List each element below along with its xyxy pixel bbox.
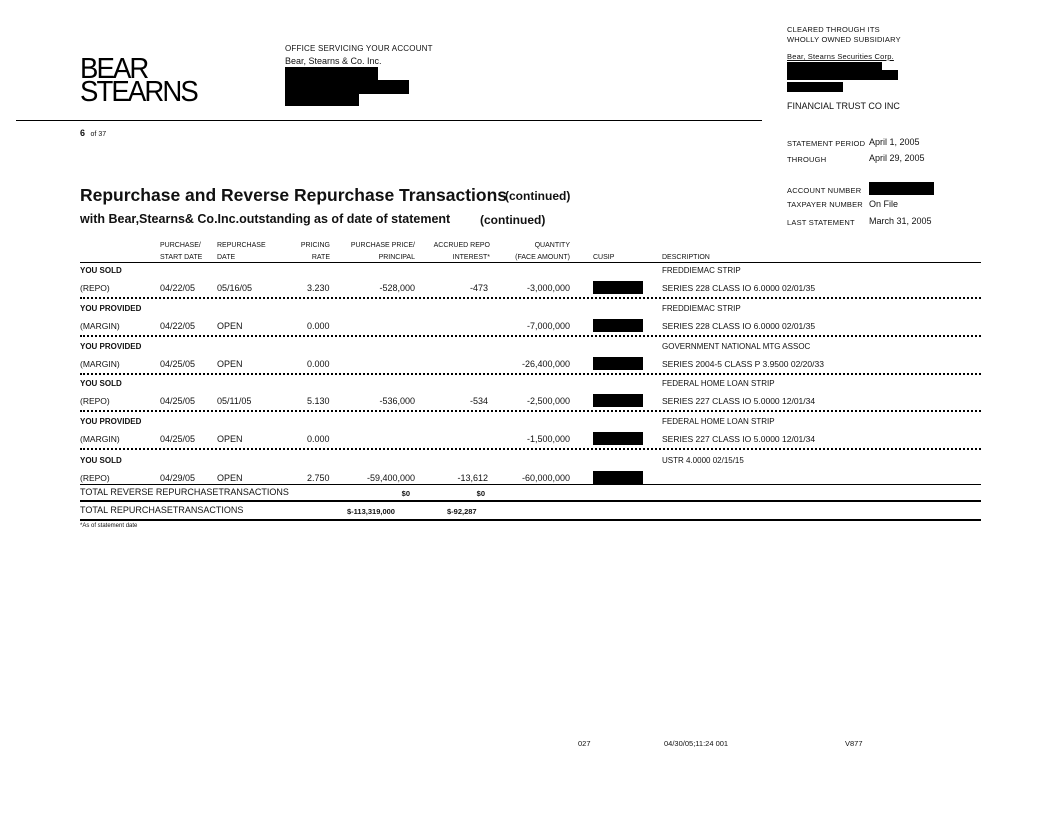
redacted-cusip: [593, 281, 643, 294]
clearing-line-1: CLEARED THROUGH ITS: [787, 25, 880, 34]
section-subtitle: with Bear,Stearns& Co.Inc.outstanding as of date of statement: [80, 212, 451, 226]
row-heading: YOU PROVIDED: [80, 417, 142, 426]
row-pricing-rate: 3.230: [307, 283, 330, 293]
bear-stearns-logo: [80, 53, 197, 108]
row-start-date: 04/25/05: [160, 396, 196, 406]
taxpayer-number-value: On File: [869, 199, 899, 209]
redacted-clearing-3: [787, 82, 843, 92]
row-repurchase-date: OPEN: [217, 359, 243, 369]
redacted-address-1: [285, 67, 378, 80]
row-type: (MARGIN): [80, 359, 120, 369]
row-type: (REPO): [80, 473, 110, 483]
row-separator: [80, 297, 981, 299]
col-repurchase-date: [217, 240, 266, 264]
row-description-line2: SERIES 228 CLASS IO 6.0000 02/01/35: [662, 321, 816, 331]
footnote: *As of statement date: [80, 523, 138, 529]
col-repurchase-line1: REPURCHASE: [217, 242, 266, 249]
totals-bottom-rule: [80, 519, 981, 521]
section-title: Repurchase and Reverse Repurchase Transactions: [80, 185, 507, 205]
row-principal: -59,400,000: [366, 473, 415, 483]
row-pricing-rate: 0.000: [307, 434, 330, 444]
row-description-line2: SERIES 228 CLASS IO 6.0000 02/01/35: [662, 283, 816, 293]
col-quantity-line2: (FACE AMOUNT): [515, 254, 570, 261]
clearing-name: Bear, Stearns Securities Corp.: [787, 52, 894, 61]
section-subtitle-continued: (continued): [480, 213, 546, 227]
office-name: Bear, Stearns & Co. Inc.: [285, 56, 382, 66]
row-heading: YOU PROVIDED: [80, 304, 142, 313]
redacted-cusip: [593, 432, 643, 445]
page-number: 6: [80, 128, 86, 138]
row-separator: [80, 373, 981, 375]
total-reverse-label: TOTAL REVERSE REPURCHASETRANSACTIONS: [80, 487, 289, 497]
account-number-label: ACCOUNT NUMBER: [787, 186, 862, 195]
redacted-cusip: [593, 471, 643, 484]
total-reverse-principal: $0: [401, 489, 410, 498]
row-type: (REPO): [80, 283, 110, 293]
row-quantity: -3,000,000: [526, 283, 570, 293]
row-heading: YOU SOLD: [80, 456, 122, 465]
row-quantity: -7,000,000: [526, 321, 570, 331]
redacted-cusip: [593, 357, 643, 370]
section-title-continued: (continued): [505, 189, 571, 203]
row-pricing-rate: 0.000: [307, 359, 330, 369]
footer-timestamp: 04/30/05;11:24 001: [664, 739, 729, 748]
row-accrued-interest: -534: [469, 396, 488, 406]
row-repurchase-date: OPEN: [217, 473, 243, 483]
redacted-address-2: [285, 80, 409, 94]
redacted-account-number: [869, 182, 934, 195]
col-quantity: [500, 240, 570, 264]
row-description-line1: FEDERAL HOME LOAN STRIP: [662, 379, 775, 388]
row-heading: YOU SOLD: [80, 266, 122, 275]
row-repurchase-date: OPEN: [217, 321, 243, 331]
row-pricing-rate: 0.000: [307, 321, 330, 331]
row-heading: YOU SOLD: [80, 379, 122, 388]
col-cusip: CUSIP: [593, 254, 615, 261]
row-separator: [80, 448, 981, 450]
col-price-line2: PRINCIPAL: [378, 254, 415, 261]
total-repo-principal: $-113,319,000: [347, 507, 395, 516]
redacted-cusip: [593, 394, 643, 407]
row-repurchase-date: OPEN: [217, 434, 243, 444]
last-statement-label: LAST STATEMENT: [787, 218, 855, 227]
row-description-line2: SERIES 227 CLASS IO 5.0000 12/01/34: [662, 434, 816, 444]
page-of-text: of 37: [90, 131, 107, 138]
row-quantity: -2,500,000: [526, 396, 570, 406]
row-description-line1: USTR 4.0000 02/15/15: [662, 456, 744, 465]
col-repurchase-line2: DATE: [217, 254, 236, 261]
last-statement-value: March 31, 2005: [869, 216, 932, 226]
totals-top-rule: [80, 484, 981, 485]
row-separator: [80, 335, 981, 337]
col-purchase-start-date: [160, 240, 202, 264]
row-start-date: 04/25/05: [160, 359, 196, 369]
client-name: FINANCIAL TRUST CO INC: [787, 101, 900, 111]
redacted-cusip: [593, 319, 643, 332]
row-type: (MARGIN): [80, 434, 120, 444]
row-principal: -528,000: [379, 283, 415, 293]
row-description-line2: SERIES 227 CLASS IO 5.0000 12/01/34: [662, 396, 816, 406]
col-pricing-line1: PRICING: [300, 242, 330, 249]
row-start-date: 04/22/05: [160, 283, 196, 293]
footer-code-1: 027: [578, 739, 591, 748]
col-pricing-line2: RATE: [311, 254, 330, 261]
col-pricing-rate: [290, 240, 330, 264]
through-value: April 29, 2005: [869, 153, 925, 163]
taxpayer-number-label: TAXPAYER NUMBER: [787, 200, 863, 209]
col-purchase-price: [340, 240, 415, 264]
statement-period-value: April 1, 2005: [869, 137, 920, 147]
row-pricing-rate: 5.130: [307, 396, 330, 406]
total-reverse-interest: $0: [476, 489, 485, 498]
row-description-line1: GOVERNMENT NATIONAL MTG ASSOC: [662, 342, 811, 351]
row-pricing-rate: 2.750: [307, 473, 330, 483]
row-start-date: 04/22/05: [160, 321, 196, 331]
office-label: OFFICE SERVICING YOUR ACCOUNT: [285, 44, 433, 53]
footer-code-2: V877: [845, 739, 863, 748]
row-quantity: -1,500,000: [526, 434, 570, 444]
redacted-clearing-2: [787, 70, 898, 80]
row-repurchase-date: 05/16/05: [217, 283, 253, 293]
col-quantity-line1: QUANTITY: [534, 242, 570, 249]
row-quantity: -60,000,000: [521, 473, 570, 483]
col-purchase-line1: PURCHASE/: [160, 242, 201, 249]
row-description-line1: FEDERAL HOME LOAN STRIP: [662, 417, 775, 426]
row-description-line1: FREDDIEMAC STRIP: [662, 304, 741, 313]
col-price-line1: PURCHASE PRICE/: [350, 242, 415, 249]
header-rule: [16, 120, 762, 121]
row-accrued-interest: -13,612: [457, 473, 488, 483]
row-description-line2: SERIES 2004-5 CLASS P 3.9500 02/20/33: [662, 359, 824, 369]
clearing-line-2: WHOLLY OWNED SUBSIDIARY: [787, 35, 901, 44]
through-label: THROUGH: [787, 155, 827, 164]
row-type: (MARGIN): [80, 321, 120, 331]
col-accrued-line2: INTEREST*: [452, 254, 490, 261]
row-principal: -536,000: [379, 396, 415, 406]
row-accrued-interest: -473: [469, 283, 488, 293]
row-start-date: 04/29/05: [160, 473, 196, 483]
col-accrued-interest: [420, 240, 490, 264]
total-repo-interest: $-92,287: [447, 507, 477, 516]
logo-line-1: BEAR: [80, 53, 148, 85]
column-header-rule: [80, 262, 981, 263]
total-repo-label: TOTAL REPURCHASETRANSACTIONS: [80, 505, 244, 515]
col-purchase-line2: START DATE: [160, 254, 203, 261]
row-description-line1: FREDDIEMAC STRIP: [662, 266, 741, 275]
row-repurchase-date: 05/11/05: [217, 396, 252, 406]
row-separator: [80, 410, 981, 412]
col-description: DESCRIPTION: [662, 254, 710, 261]
logo-line-2: STEARNS: [80, 76, 197, 108]
redacted-address-3: [285, 94, 359, 106]
row-type: (REPO): [80, 396, 110, 406]
totals-middle-rule: [80, 500, 981, 502]
row-heading: YOU PROVIDED: [80, 342, 142, 351]
col-accrued-line1: ACCRUED REPO: [433, 242, 490, 249]
row-quantity: -26,400,000: [521, 359, 570, 369]
statement-period-label: STATEMENT PERIOD: [787, 139, 866, 148]
page-indicator: [80, 128, 106, 138]
row-start-date: 04/25/05: [160, 434, 196, 444]
